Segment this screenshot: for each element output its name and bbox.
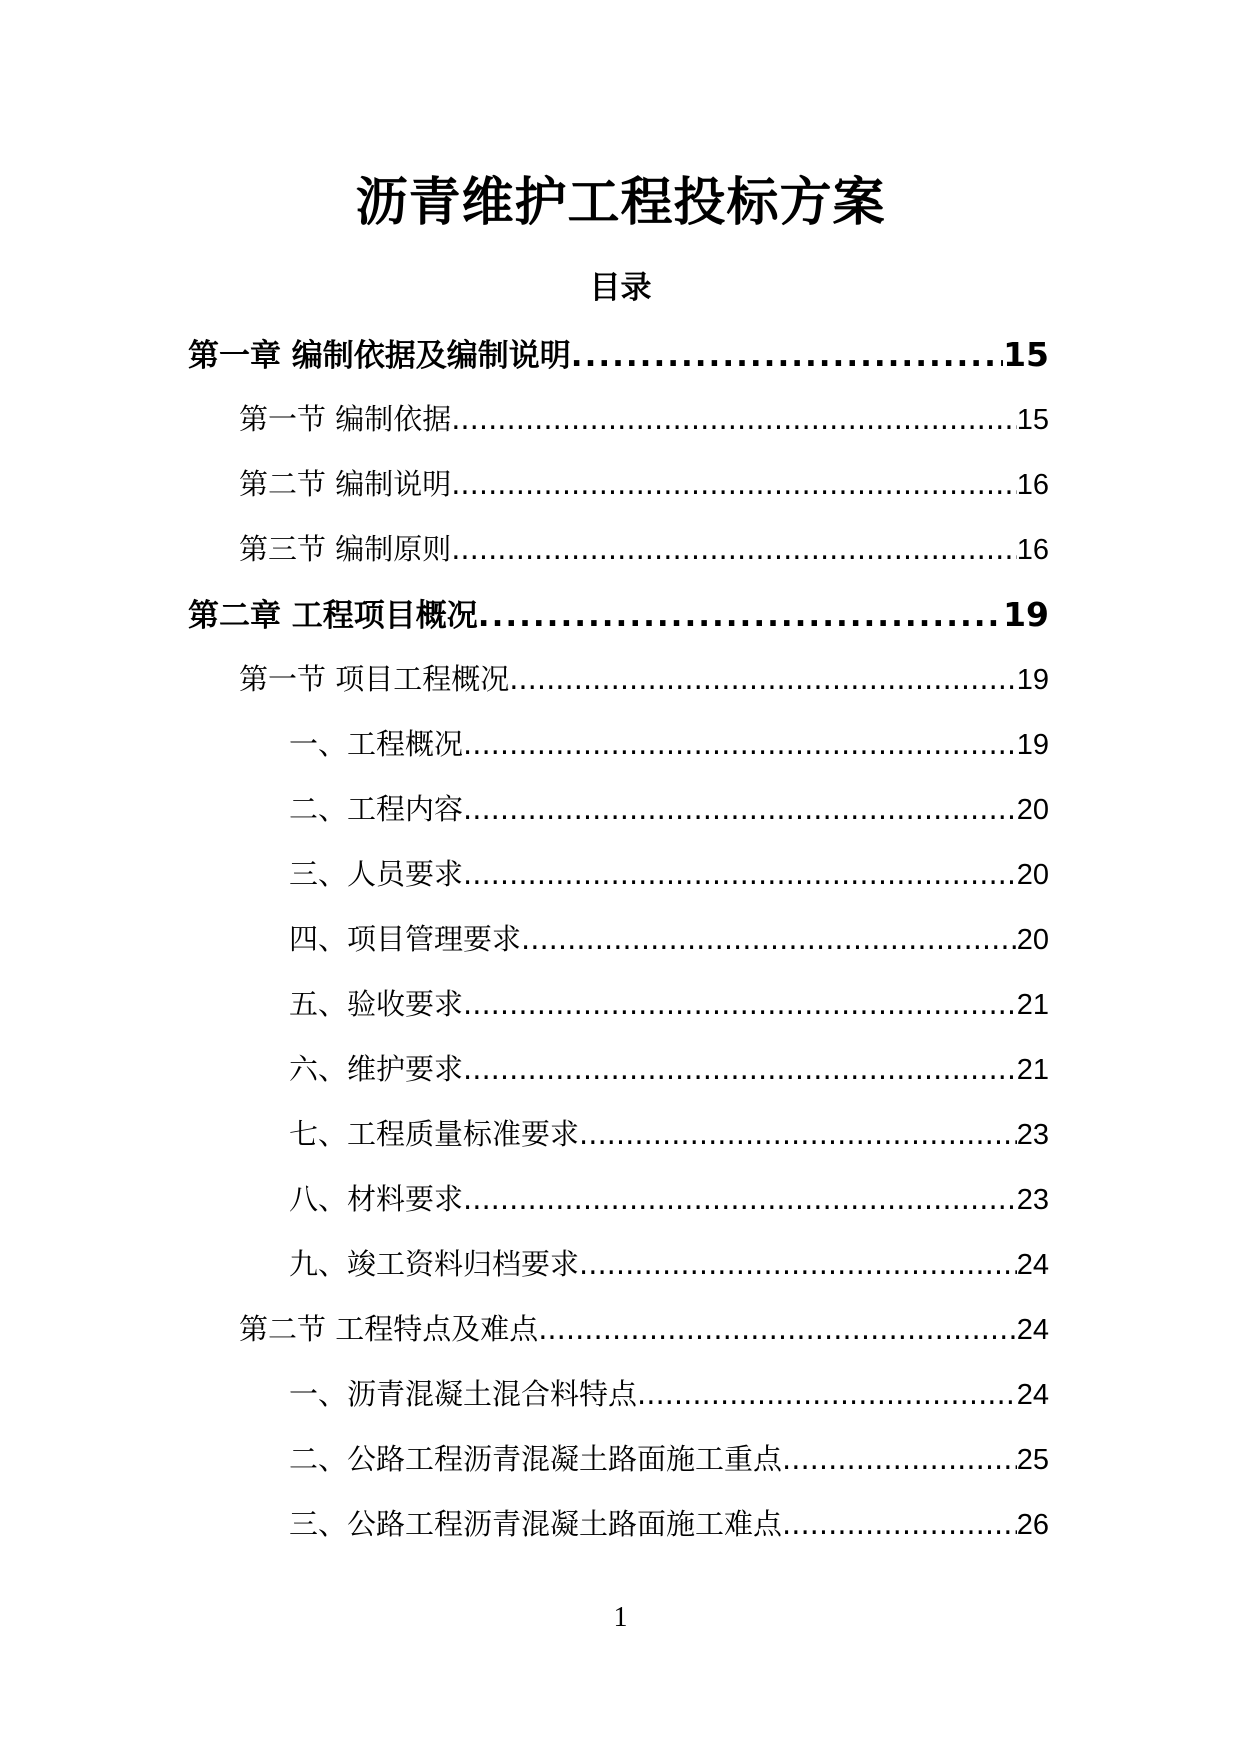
toc-entry[interactable] (0, 842, 1241, 907)
toc-entry-page: 21 (1016, 989, 1049, 1021)
toc-entry-title: 八、材料要求 (289, 1182, 464, 1216)
toc-entry-title: 四、项目管理要求 (289, 922, 522, 956)
toc-dot-leader (463, 972, 1017, 1037)
toc-entry[interactable] (0, 452, 1241, 517)
page-number: 1 (613, 1602, 628, 1633)
toc-entry-title: 一、工程概况 (289, 727, 464, 761)
toc-dot-leader (782, 1492, 1017, 1557)
toc-entry[interactable] (0, 712, 1241, 777)
toc-entry-page: 16 (1016, 469, 1049, 501)
table-of-contents (0, 322, 1241, 1557)
toc-dot-leader (451, 452, 1017, 517)
toc-entry-title: 第二节 编制说明 (239, 467, 452, 501)
toc-entry-page: 19 (1016, 729, 1049, 761)
toc-dot-leader (579, 1102, 1017, 1167)
toc-heading: 目录 (589, 270, 652, 306)
toc-entry-page: 24 (1016, 1249, 1049, 1281)
toc-entry-title: 三、人员要求 (289, 857, 464, 891)
toc-entry-title: 五、验收要求 (289, 987, 464, 1021)
toc-entry-page: 24 (1016, 1379, 1049, 1411)
toc-dot-leader (579, 1232, 1017, 1297)
toc-entry[interactable] (0, 1232, 1241, 1297)
toc-entry-title: 第一节 项目工程概况 (239, 662, 510, 696)
toc-entry[interactable] (0, 387, 1241, 452)
toc-dot-leader (463, 777, 1017, 842)
toc-entry-title: 第二章 工程项目概况 (188, 598, 478, 634)
document-title: 沥青维护工程投标方案 (355, 173, 886, 233)
toc-entry[interactable] (0, 1427, 1241, 1492)
toc-entry-title: 一、沥青混凝土混合料特点 (289, 1377, 638, 1411)
toc-entry-title: 六、维护要求 (289, 1052, 464, 1086)
toc-entry-title: 第二节 工程特点及难点 (239, 1312, 539, 1346)
toc-dot-leader (521, 907, 1017, 972)
toc-entry-title: 七、工程质量标准要求 (289, 1117, 580, 1151)
toc-dot-leader (463, 1167, 1017, 1232)
toc-entry[interactable] (0, 1167, 1241, 1232)
toc-dot-leader (463, 842, 1017, 907)
toc-entry[interactable] (0, 322, 1241, 387)
toc-entry-page: 20 (1016, 794, 1049, 826)
toc-entry[interactable] (0, 1492, 1241, 1557)
toc-dot-leader (463, 1037, 1017, 1102)
toc-entry[interactable] (0, 582, 1241, 647)
toc-entry-page: 24 (1016, 1314, 1049, 1346)
toc-dot-leader (509, 647, 1017, 712)
toc-dot-leader (637, 1362, 1017, 1427)
toc-entry-page: 25 (1016, 1444, 1049, 1476)
toc-entry-title: 第一章 编制依据及编制说明 (188, 338, 571, 374)
toc-entry-page: 19 (1016, 664, 1049, 696)
toc-entry-page: 15 (1016, 404, 1049, 436)
toc-entry-page: 16 (1016, 534, 1049, 566)
toc-entry-page: 23 (1016, 1184, 1049, 1216)
toc-entry[interactable] (0, 1362, 1241, 1427)
toc-entry-page: 21 (1016, 1054, 1049, 1086)
toc-entry-page: 23 (1016, 1119, 1049, 1151)
toc-entry-title: 九、竣工资料归档要求 (289, 1247, 580, 1281)
toc-entry[interactable] (0, 1037, 1241, 1102)
toc-entry-page: 15 (1003, 335, 1049, 374)
toc-entry[interactable] (0, 517, 1241, 582)
toc-entry-page: 20 (1016, 924, 1049, 956)
toc-entry-page: 20 (1016, 859, 1049, 891)
toc-entry[interactable] (0, 972, 1241, 1037)
toc-entry[interactable] (0, 1297, 1241, 1362)
toc-dot-leader (451, 387, 1017, 452)
toc-dot-leader (451, 517, 1017, 582)
toc-entry[interactable] (0, 777, 1241, 842)
toc-dot-leader (571, 324, 1003, 389)
toc-entry[interactable] (0, 1102, 1241, 1167)
toc-dot-leader (478, 584, 1003, 649)
toc-entry-title: 第三节 编制原则 (239, 532, 452, 566)
toc-entry-title: 二、工程内容 (289, 792, 464, 826)
toc-dot-leader (538, 1297, 1017, 1362)
toc-entry-title: 二、公路工程沥青混凝土路面施工重点 (289, 1442, 783, 1476)
toc-entry[interactable] (0, 647, 1241, 712)
toc-entry-page: 26 (1016, 1509, 1049, 1541)
toc-entry-title: 三、公路工程沥青混凝土路面施工难点 (289, 1507, 783, 1541)
toc-entry-title: 第一节 编制依据 (239, 402, 452, 436)
toc-dot-leader (463, 712, 1017, 777)
toc-entry-page: 19 (1003, 595, 1049, 634)
toc-entry[interactable] (0, 907, 1241, 972)
toc-dot-leader (782, 1427, 1017, 1492)
